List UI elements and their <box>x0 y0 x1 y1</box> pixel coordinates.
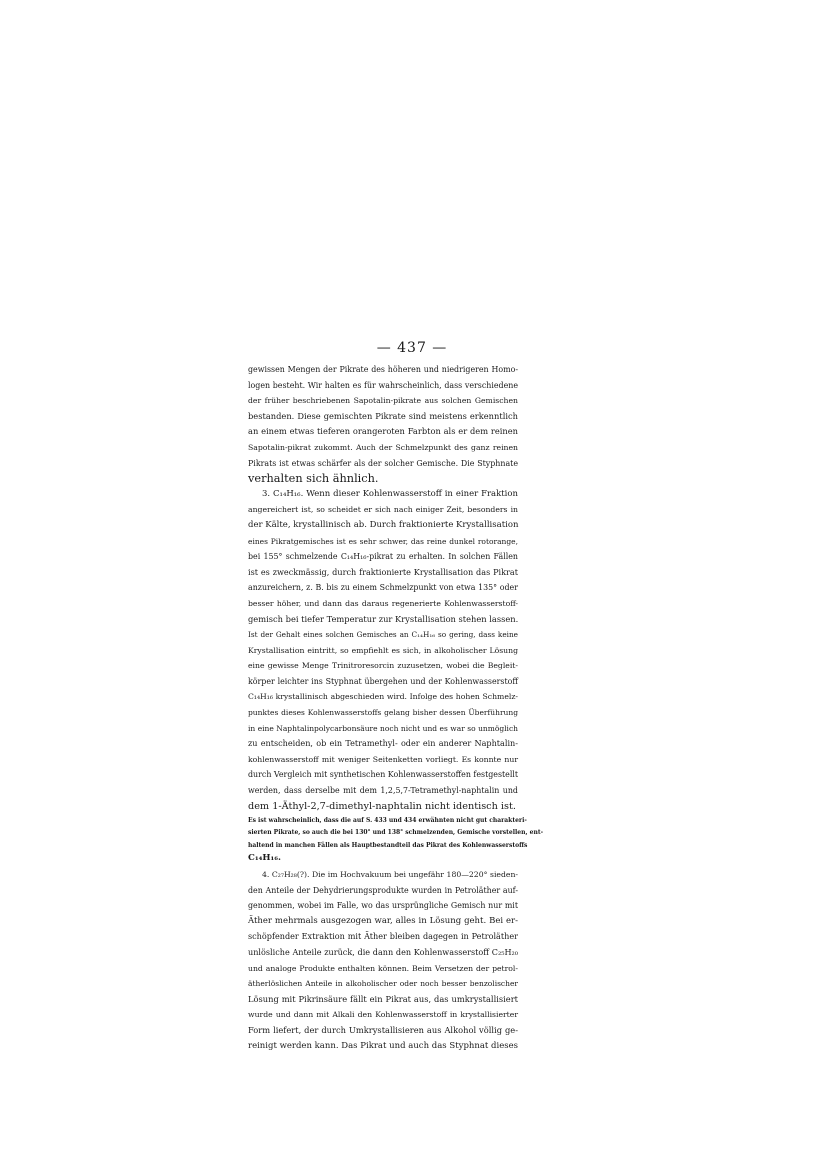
text-line: den Anteile der Dehydrierungsprodukte wurden in Petroläther auf- <box>248 885 518 895</box>
text-line: anzureichern, z. B. bis zu einem Schmelzpunkt von etwa 135° oder <box>248 583 518 593</box>
text-line: reinigt werden kann. Das Pikrat und auch das Styphnat dieses <box>248 1040 518 1051</box>
text-line: unlösliche Anteile zurück, die dann den Kohlenwasserstoff C₂₅H₂₀ <box>248 946 518 957</box>
text-line: gewissen Mengen der Pikrate des höheren und niedrigeren Homo- <box>248 365 518 374</box>
text-line: ätherlöslichen Anteile in alkoholischer oder noch besser benzolischer <box>248 979 518 989</box>
text-line: verhalten sich ähnlich. <box>248 472 379 486</box>
text-line: der Kälte, krystallinisch ab. Durch fraktionierte Krystallisation <box>248 519 519 530</box>
text-line: C₁₄H₁₆ krystallinisch abgeschieden wird. Infolge des hohen Schmelz- <box>248 692 518 702</box>
text-line: und analoge Produkte enthalten können. Beim Versetzen der petrol- <box>248 963 518 973</box>
text-line: genommen, wobei im Falle, wo das ursprüngliche Gemisch nur mit <box>248 901 518 911</box>
text-line: besser höher, und dann das daraus regenerierte Kohlenwasserstoff- <box>248 598 518 608</box>
text-line: angereichert ist, so scheidet er sich nach einiger Zeit, besonders in <box>248 505 518 515</box>
text-line: eine gewisse Menge Trinitroresorcin zuzusetzen, wobei die Begleit- <box>248 661 518 671</box>
text-line: bestanden. Diese gemischten Pikrate sind meistens erkenntlich <box>248 410 518 421</box>
note-line: Es ist wahrscheinlich, dass die auf S. 433 und 434 erwähnten nicht gut charakteri- <box>248 817 527 825</box>
text-line: schöpfender Extraktion mit Äther bleiben dagegen in Petroläther <box>248 931 518 942</box>
section-4-heading-line: 4. C₂₇H₂₈(?). Die im Hochvakuum bei ungefähr 180—220° sieden- <box>262 869 518 879</box>
text-line: Sapotalin-pikrat zukommt. Auch der Schmelzpunkt des ganz reinen <box>248 442 518 452</box>
text-line: durch Vergleich mit synthetischen Kohlenwasserstoffen festgestellt <box>248 770 519 780</box>
note-line: C₁₄H₁₆. <box>248 852 282 863</box>
text-line: Form liefert, der durch Umkrystallisieren aus Alkohol völlig ge- <box>248 1024 518 1035</box>
text-line: wurde und dann mit Alkali den Kohlenwasserstoff in krystallisierter <box>248 1010 518 1020</box>
text-line: werden, dass derselbe mit dem 1,2,5,7-Tetramethyl-naphtalin und <box>248 786 518 796</box>
text-line: Äther mehrmals ausgezogen war, alles in Lösung geht. Bei er- <box>248 915 518 926</box>
text-line: Lösung mit Pikrinsäure fällt ein Pikrat aus, das umkrystallisiert <box>248 993 518 1004</box>
text-line: Pikrats ist etwas schärfer als der solcher Gemische. Die Styphnate <box>248 458 518 468</box>
text-line: Ist der Gehalt eines solchen Gemisches an C₁₄H₁₆ so gering, dass keine <box>248 630 518 640</box>
text-line: Krystallisation eintritt, so empfiehlt es sich, in alkoholischer Lösung <box>248 645 518 655</box>
text-line: körper leichter ins Styphnat übergehen und der Kohlenwasserstoff <box>248 676 518 686</box>
text-line: logen besteht. Wir halten es für wahrscheinlich, dass verschiedene <box>248 380 518 390</box>
text-line: dem 1-Äthyl-2,7-dimethyl-naphtalin nicht identisch ist. <box>248 800 516 812</box>
text-line: zu entscheiden, ob ein Tetramethyl- oder ein anderer Naphtalin- <box>248 738 518 749</box>
body-text <box>248 362 544 1054</box>
text-line: gemisch bei tiefer Temperatur zur Krystallisation stehen lassen. <box>248 613 519 624</box>
text-line: an einem etwas tieferen orangeroten Farbton als er dem reinen <box>248 426 518 437</box>
text-line: in eine Naphtalinpolycarbonsäure noch nicht und es war so unmöglich <box>248 723 518 733</box>
page-number: — 437 — <box>376 340 448 356</box>
text-line: eines Pikratgemisches ist es sehr schwer, das reine dunkel rotorange, <box>248 536 518 546</box>
section-3-heading-line: 3. C₁₄H₁₆. Wenn dieser Kohlenwasserstoff in einer Fraktion <box>262 488 518 499</box>
text-line: der früher beschriebenen Sapotalin-pikrate aus solchen Gemischen <box>248 396 518 406</box>
text-line: ist es zweckmässig, durch fraktionierte Krystallisation das Pikrat <box>248 566 518 577</box>
small-print-note <box>248 815 544 864</box>
text-line: punktes dieses Kohlenwasserstoffs gelang bisher dessen Überführung <box>248 708 518 718</box>
text-line: kohlenwasserstoff mit weniger Seitenketten vorliegt. Es konnte nur <box>248 754 518 764</box>
text-line: bei 155° schmelzende C₁₄H₁₆-pikrat zu erhalten. In solchen Fällen <box>248 552 518 562</box>
note-line: haltend in manchen Fällen als Hauptbestandteil das Pikrat des Kohlenwasserstoffs <box>248 841 528 849</box>
note-line: sierten Pikrate, so auch die bei 130° und 138° schmelzenden, Gemische vorstellen, ent- <box>248 829 544 837</box>
